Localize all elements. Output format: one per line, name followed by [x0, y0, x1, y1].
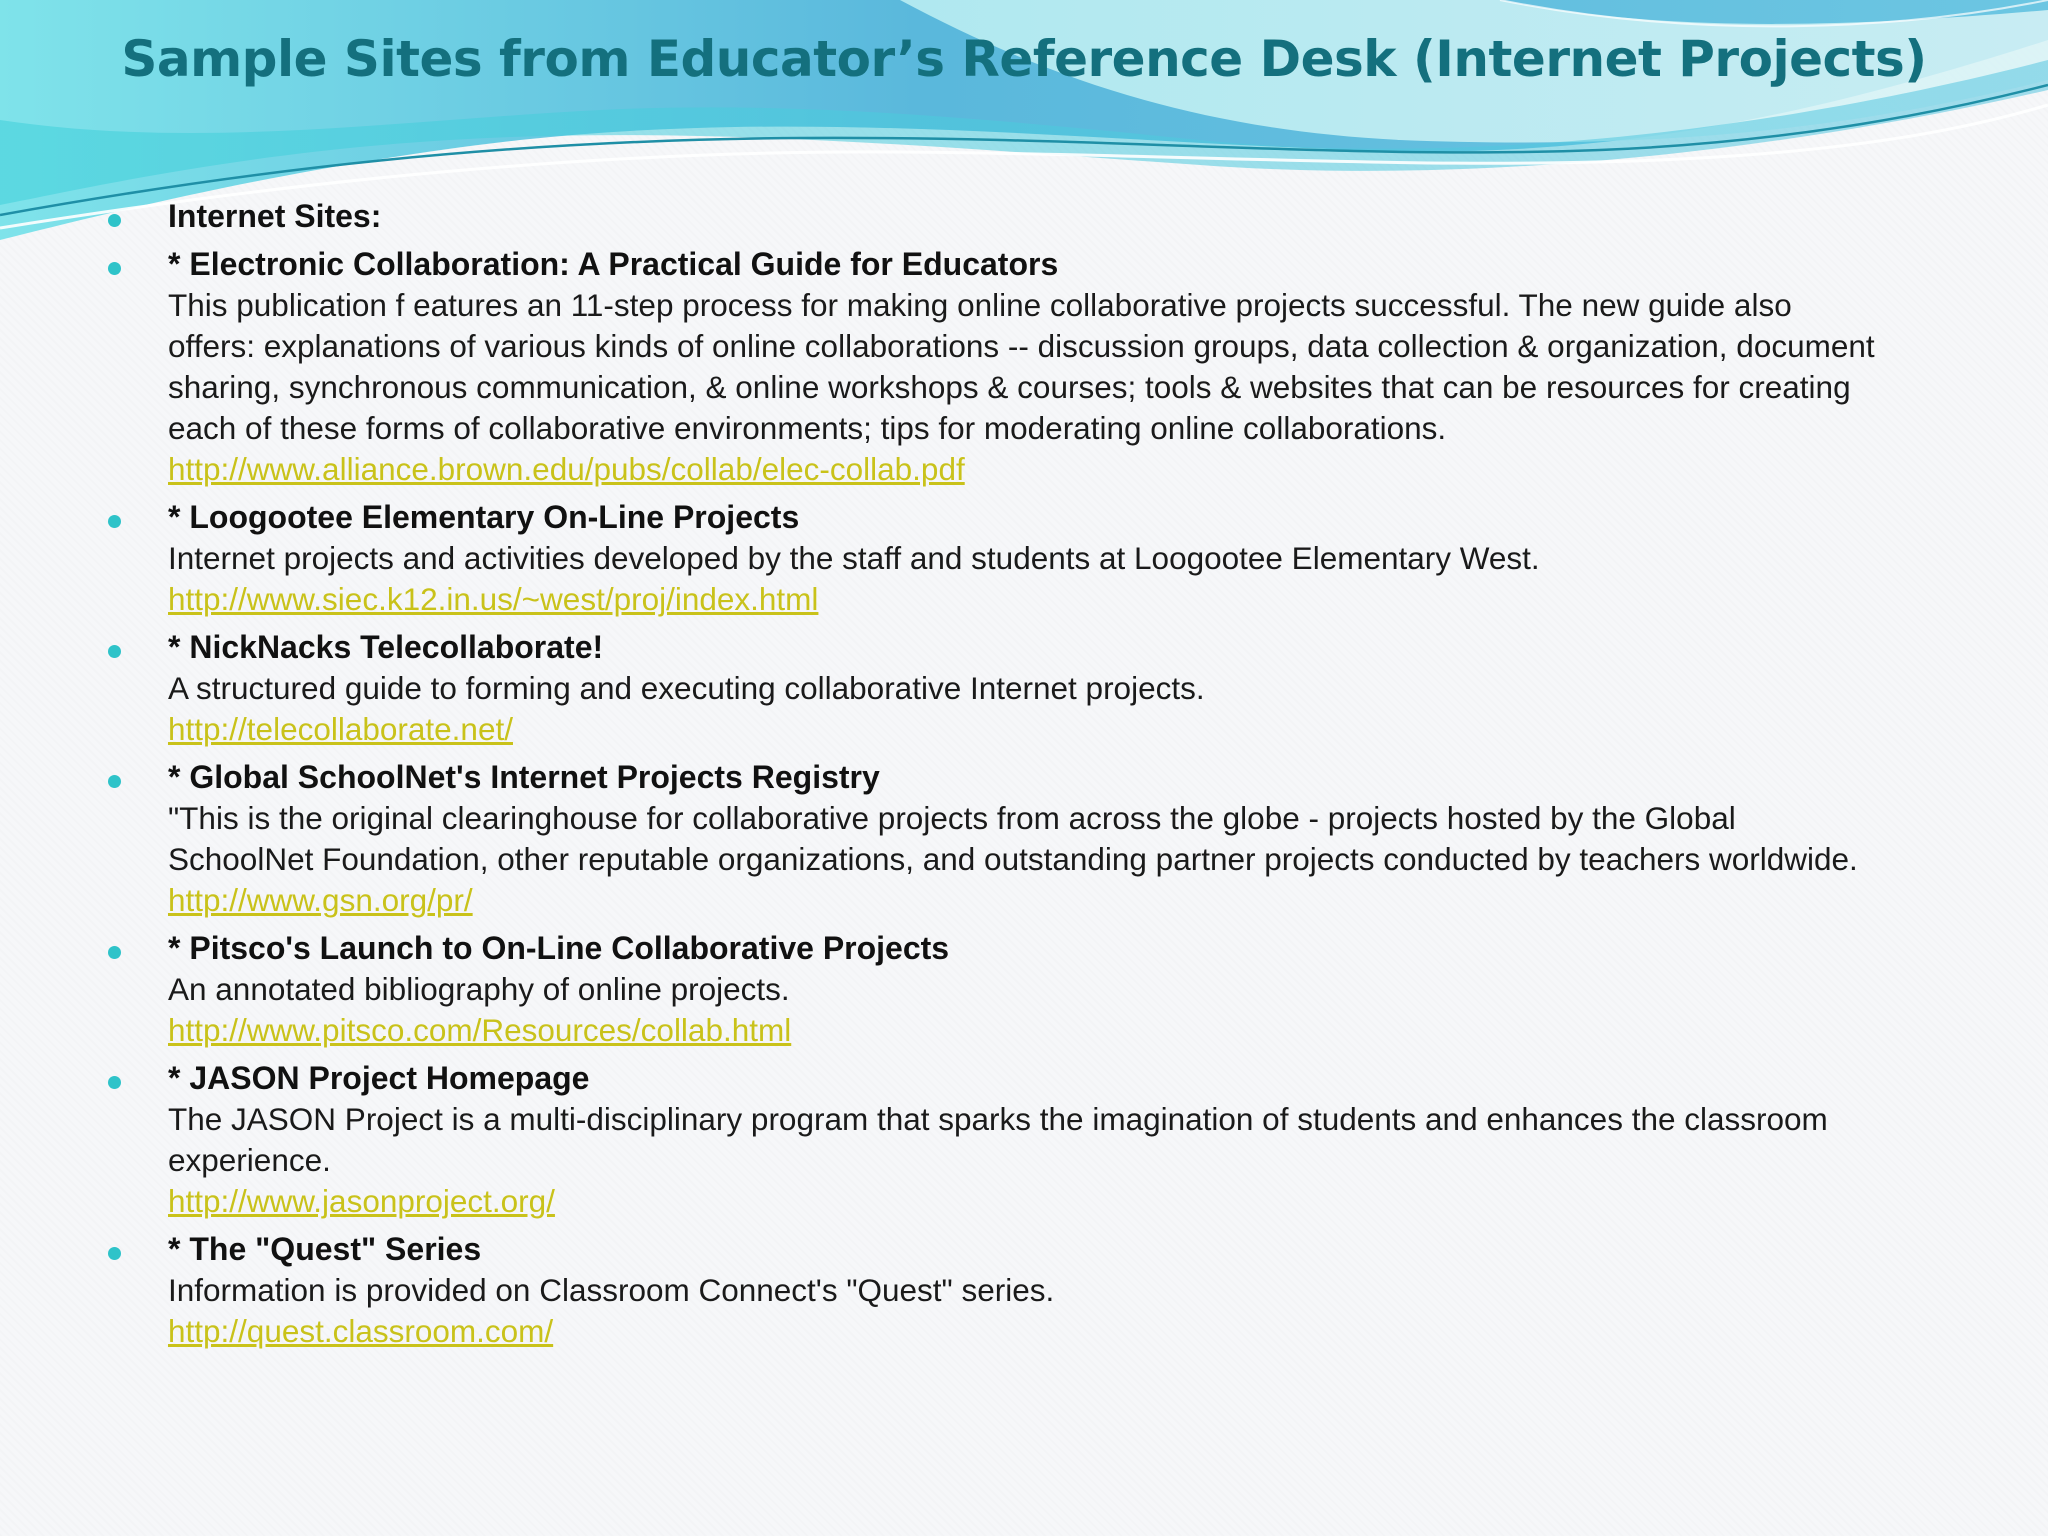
site-heading: * Electronic Collaboration: A Practical Guide for Educators [168, 246, 1059, 282]
site-link[interactable]: http://www.siec.k12.in.us/~west/proj/index.html [168, 581, 819, 617]
site-link[interactable]: http://www.jasonproject.org/ [168, 1183, 555, 1219]
list-item [104, 757, 1884, 921]
slide-title: Sample Sites from Educator’s Reference Desk (Internet Projects) [121, 30, 1927, 88]
list-item [104, 497, 1884, 620]
site-heading: * The "Quest" Series [168, 1231, 482, 1267]
site-description: Information is provided on Classroom Connect's "Quest" series. [168, 1272, 1055, 1308]
site-heading: * Loogootee Elementary On-Line Projects [168, 499, 800, 535]
site-link[interactable]: http://www.pitsco.com/Resources/collab.html [168, 1012, 792, 1048]
site-description: An annotated bibliography of online projects. [168, 971, 790, 1007]
list-item [104, 244, 1884, 490]
site-heading: * Pitsco's Launch to On-Line Collaborative Projects [168, 930, 950, 966]
list-item [104, 196, 1884, 237]
bullet-icon [108, 262, 121, 275]
site-heading: * NickNacks Telecollaborate! [168, 629, 604, 665]
bullet-icon [108, 946, 121, 959]
site-heading: * Global SchoolNet's Internet Projects Registry [168, 759, 880, 795]
bullet-icon [108, 645, 121, 658]
bullet-icon [108, 1076, 121, 1089]
site-description: "This is the original clearinghouse for collaborative projects from across the globe - projects hosted by the Global SchoolNet Foundation, other reputable organizations, and outstanding partner projects conducted by teachers worldwide. [168, 800, 1858, 877]
bullet-icon [108, 214, 121, 227]
list-item [104, 1229, 1884, 1352]
list-item [104, 1058, 1884, 1222]
list-item [104, 928, 1884, 1051]
site-link[interactable]: http://www.gsn.org/pr/ [168, 882, 473, 918]
site-link[interactable]: http://www.alliance.brown.edu/pubs/collab/elec-collab.pdf [168, 451, 965, 487]
site-link[interactable]: http://quest.classroom.com/ [168, 1313, 554, 1349]
bullet-icon [108, 1247, 121, 1260]
bullet-icon [108, 515, 121, 528]
site-list [104, 196, 1884, 1359]
site-description: A structured guide to forming and executing collaborative Internet projects. [168, 670, 1205, 706]
bullet-icon [108, 775, 121, 788]
site-heading: * JASON Project Homepage [168, 1060, 590, 1096]
site-description: The JASON Project is a multi-disciplinary program that sparks the imagination of students and enhances the classroom experience. [168, 1101, 1828, 1178]
site-link[interactable]: http://telecollaborate.net/ [168, 711, 513, 747]
intro-heading: Internet Sites: [168, 198, 382, 234]
list-item [104, 627, 1884, 750]
site-description: Internet projects and activities developed by the staff and students at Loogootee Elementary West. [168, 540, 1540, 576]
site-description: This publication f eatures an 11-step process for making online collaborative projects successful. The new guide also offers: explanations of various kinds of online collaborations -- discussion groups, data collection & organization, document sharing, synchronous communication, & online workshops & courses; tools & websites that can be resources for creating each of these forms of collaborative environments; tips for moderating online collaborations. [168, 287, 1875, 446]
